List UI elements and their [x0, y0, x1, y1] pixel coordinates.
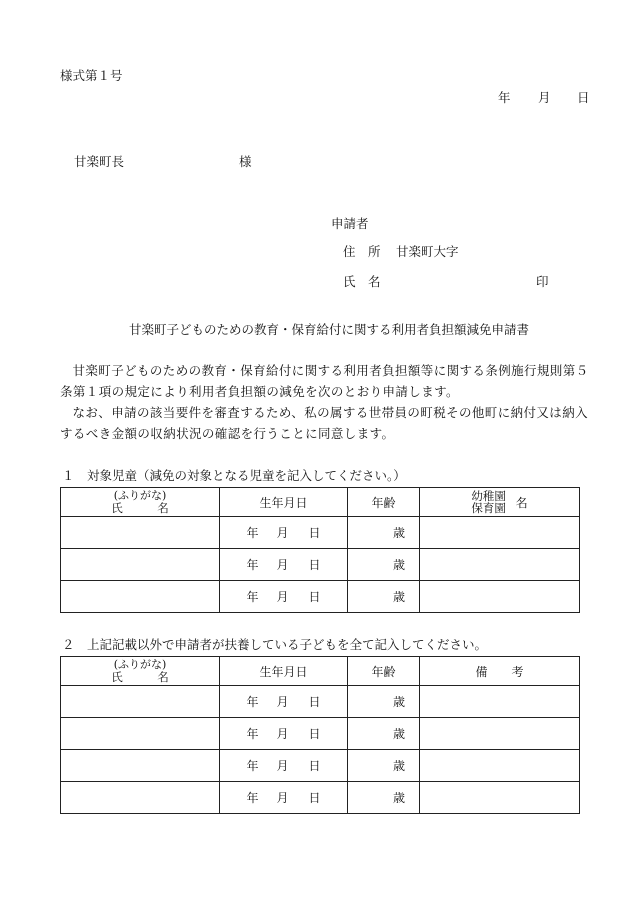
name-cell[interactable] — [61, 686, 220, 718]
age-cell[interactable]: 歳 — [348, 549, 420, 581]
header-name: (ふりがな) 氏 名 — [61, 488, 220, 517]
table-header-row — [61, 488, 580, 517]
table-row — [61, 517, 580, 549]
birthdate-cell[interactable]: 年 月 日 — [220, 750, 348, 782]
remarks-cell[interactable] — [420, 750, 580, 782]
seal-mark: 印 — [536, 274, 549, 289]
addressee-name: 甘楽町長 — [74, 154, 125, 169]
birthdate-cell[interactable]: 年 月 日 — [220, 517, 348, 549]
age-cell[interactable]: 歳 — [348, 686, 420, 718]
header-birthdate: 生年月日 — [220, 488, 348, 517]
table-row — [61, 750, 580, 782]
name-cell[interactable] — [61, 581, 220, 613]
birthdate-cell[interactable]: 年 月 日 — [220, 718, 348, 750]
table-row — [61, 686, 580, 718]
name-cell[interactable] — [61, 782, 220, 814]
applicant-address-value: 甘楽町大字 — [396, 244, 459, 259]
table-row — [61, 549, 580, 581]
birthdate-cell[interactable]: 年 月 日 — [220, 549, 348, 581]
name-cell[interactable] — [61, 750, 220, 782]
body-text — [60, 360, 590, 444]
header-school: 幼稚園 保育園 名 — [420, 488, 580, 517]
header-birthdate: 生年月日 — [220, 657, 348, 686]
form-number: 様式第１号 — [60, 68, 123, 83]
age-cell[interactable]: 歳 — [348, 718, 420, 750]
body-paragraph-2: なお、申請の該当要件を審査するため、私の属する世帯員の町税その他町に納付又は納入するべき金額の収納状況の確認を行うことに同意します。 — [60, 405, 589, 441]
remarks-cell[interactable] — [420, 686, 580, 718]
applicant-address-label: 住 所 — [343, 244, 381, 259]
name-cell[interactable] — [61, 718, 220, 750]
table-header-row — [61, 657, 580, 686]
age-cell[interactable]: 歳 — [348, 750, 420, 782]
applicant-heading: 申請者 — [331, 216, 369, 231]
date-month-label: 月 — [538, 90, 551, 105]
age-cell[interactable]: 歳 — [348, 581, 420, 613]
header-remarks: 備 考 — [420, 657, 580, 686]
remarks-cell[interactable] — [420, 782, 580, 814]
name-cell[interactable] — [61, 517, 220, 549]
age-cell[interactable]: 歳 — [348, 517, 420, 549]
date-day-label: 日 — [577, 90, 590, 105]
birthdate-cell[interactable]: 年 月 日 — [220, 782, 348, 814]
applicant-name-label: 氏 名 — [343, 274, 381, 289]
body-paragraph-1: 甘楽町子どものための教育・保育給付に関する利用者負担額等に関する条例施行規則第５条第１項の規定により利用者負担額の減免を次のとおり申請します。 — [60, 363, 589, 399]
school-cell[interactable] — [420, 549, 580, 581]
table-row — [61, 782, 580, 814]
birthdate-cell[interactable]: 年 月 日 — [220, 581, 348, 613]
header-age: 年齢 — [348, 488, 420, 517]
target-children-table — [60, 487, 580, 613]
school-cell[interactable] — [420, 517, 580, 549]
table-row — [61, 718, 580, 750]
section1-heading: １ 対象児童（減免の対象となる児童を記入してください。） — [62, 468, 406, 483]
school-cell[interactable] — [420, 581, 580, 613]
birthdate-cell[interactable]: 年 月 日 — [220, 686, 348, 718]
addressee-honorific: 様 — [239, 154, 252, 169]
remarks-cell[interactable] — [420, 718, 580, 750]
section2-heading: ２ 上記記載以外で申請者が扶養している子どもを全て記入してください。 — [62, 637, 488, 652]
document-title: 甘楽町子どものための教育・保育給付に関する利用者負担額減免申請書 — [129, 322, 530, 337]
table-row — [61, 581, 580, 613]
age-cell[interactable]: 歳 — [348, 782, 420, 814]
date-year-label: 年 — [498, 90, 511, 105]
header-age: 年齢 — [348, 657, 420, 686]
name-cell[interactable] — [61, 549, 220, 581]
header-name: (ふりがな) 氏 名 — [61, 657, 220, 686]
dependent-children-table — [60, 656, 580, 814]
